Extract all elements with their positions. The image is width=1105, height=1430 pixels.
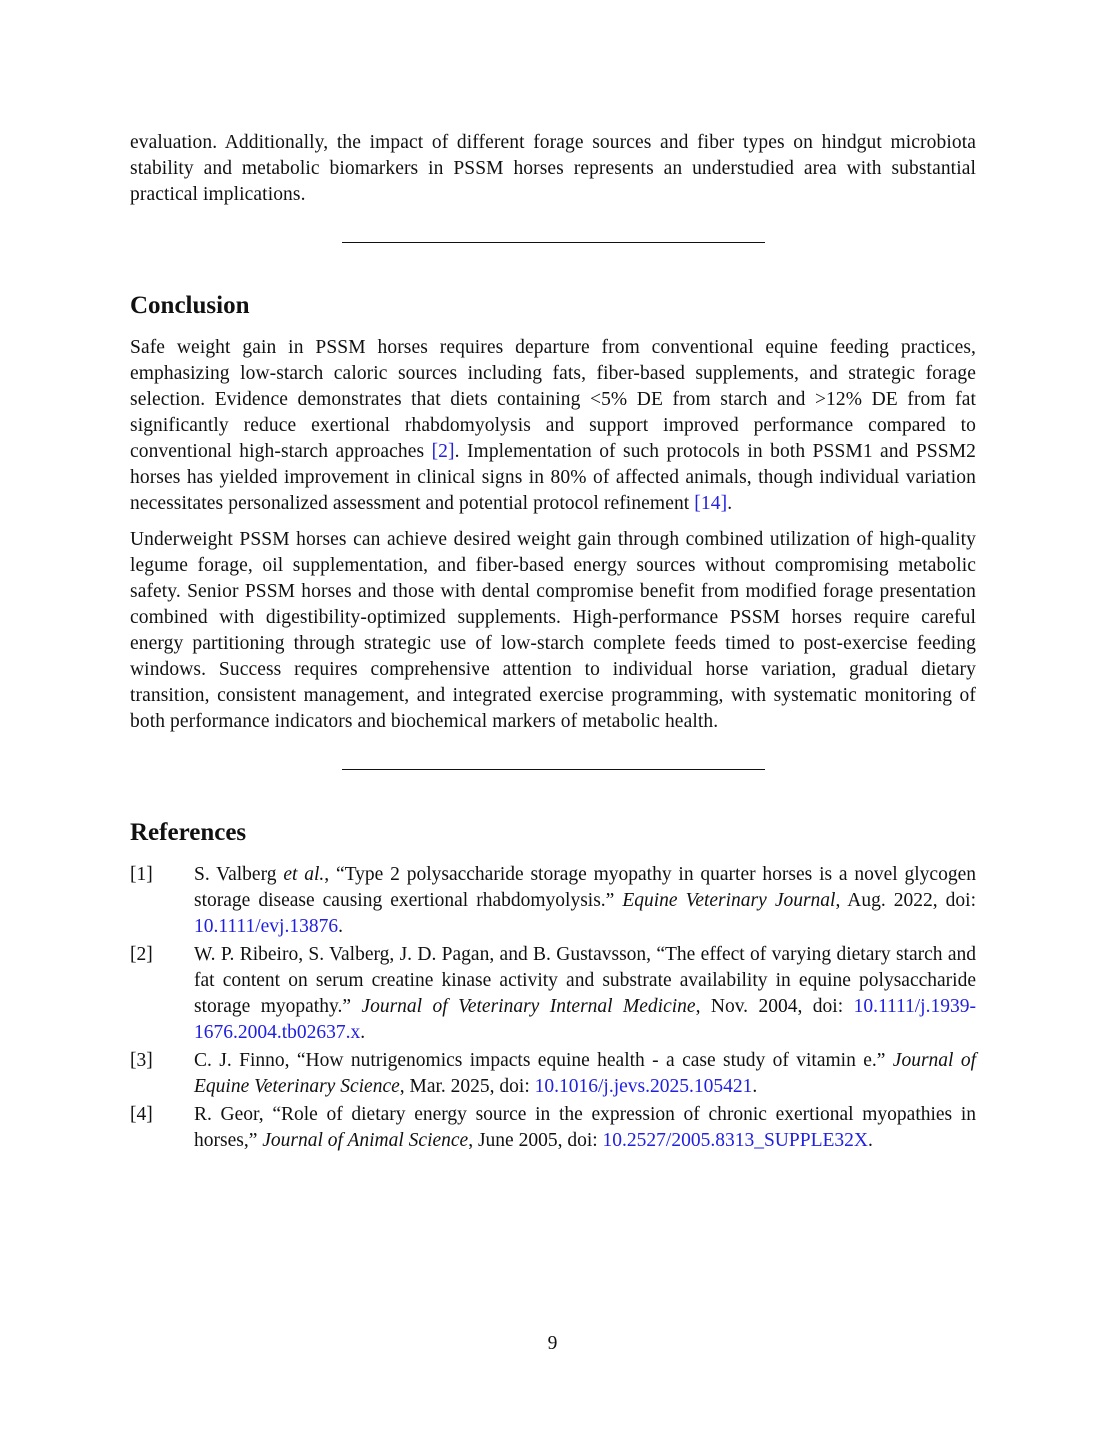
reference-journal: Journal of Animal Science: [262, 1130, 469, 1151]
reference-etal: et al.: [283, 864, 325, 885]
reference-text: [194, 1048, 976, 1100]
reference-text: [194, 862, 976, 940]
reference-item: [130, 1048, 976, 1100]
paragraph-text: . Implementation of such protocols in both PSSM1 and PSSM2 horses has yielded improvement in clinical signs in 80% of affected animals, though individual variation necessitates personalized assessment and potential protocol refinement: [130, 441, 976, 514]
reference-authors: C. J. Finno: [194, 1050, 285, 1071]
conclusion-paragraph-2: Underweight PSSM horses can achieve desired weight gain through combined utilization of high-quality legume forage, oil supplementation, and fiber-based energy sources without compromising metabolic safety. Senior PSSM horses and those with dental compromise benefit from modified forage presentation combined with digestibility-optimized supplements. High-performance PSSM horses require careful energy partitioning through strategic use of low-starch complete feeds timed to post-exercise feeding windows. Success requires comprehensive attention to individual horse variation, gradual dietary transition, consistent management, and integrated exercise programming, with systematic monitoring of both performance indicators and biochemical markers of metabolic health.: [130, 529, 976, 732]
citation-link-2[interactable]: [2]: [431, 441, 455, 462]
reference-date: , Mar. 2025, doi:: [399, 1076, 535, 1097]
document-page: [130, 130, 976, 1156]
reference-text: [194, 1102, 976, 1154]
reference-end: .: [360, 1022, 366, 1043]
doi-link[interactable]: 10.1111/j.1939-1676.2004.tb02637.x: [194, 996, 976, 1043]
doi-link[interactable]: 10.1111/evj.13876: [194, 916, 339, 937]
reference-date: , Nov. 2004, doi:: [695, 996, 854, 1017]
section-divider: [342, 242, 765, 243]
reference-item: [130, 942, 976, 1046]
citation-link-14[interactable]: [14]: [694, 493, 728, 514]
reference-end: .: [338, 916, 343, 937]
reference-authors: W. P. Ribeiro, S. Valberg, J. D. Pagan, and B. Gustavsson: [194, 944, 647, 965]
doi-link[interactable]: 10.1016/j.jevs.2025.105421: [534, 1076, 753, 1097]
references-heading: References: [130, 819, 247, 846]
reference-item: [130, 862, 976, 940]
reference-item: [130, 1102, 976, 1154]
reference-number: [3]: [130, 1050, 153, 1071]
reference-authors: S. Valberg: [194, 864, 284, 885]
intro-paragraph: evaluation. Additionally, the impact of different forage sources and fiber types on hindgut microbiota stability and metabolic biomarkers in PSSM horses represents an understudied area with substantial practical implications.: [130, 132, 976, 205]
reference-title: , “How nutrigenomics impacts equine health - a case study of vitamin e.”: [284, 1050, 893, 1071]
reference-title: , “Type 2 polysaccharide storage myopathy in quarter horses is a novel glycogen storage disease causing exertional rhabdomyolysis.”: [194, 864, 976, 911]
reference-journal: Journal of Veterinary Internal Medicine: [361, 996, 696, 1017]
reference-journal: Equine Veterinary Journal: [622, 890, 836, 911]
conclusion-paragraph-1: [130, 335, 976, 517]
conclusion-heading: Conclusion: [130, 292, 250, 319]
paragraph-text: .: [727, 493, 733, 514]
reference-date: , June 2005, doi:: [468, 1130, 603, 1151]
doi-link[interactable]: 10.2527/2005.8313_SUPPLE32X: [602, 1130, 868, 1151]
reference-date: , Aug. 2022, doi:: [835, 890, 976, 911]
reference-authors: R. Geor: [194, 1104, 259, 1125]
section-divider: [342, 769, 765, 770]
reference-text: [194, 942, 976, 1046]
reference-number: [1]: [130, 864, 153, 885]
reference-number: [2]: [130, 944, 153, 965]
reference-end: .: [868, 1130, 873, 1151]
page-number: 9: [547, 1333, 558, 1354]
reference-list: [130, 862, 976, 1154]
reference-journal: Journal of Equine Veterinary Science: [194, 1050, 977, 1097]
paragraph-text: Safe weight gain in PSSM horses requires departure from conventional equine feeding practices, emphasizing low-starch caloric sources including fats, fiber-based supplements, and strategic forage selection. Evidence demonstrates that diets containing <5% DE from starch and >12% DE from fat significantly reduce exertional rhabdomyolysis and support improved performance compared to conventional high-starch approaches: [130, 337, 976, 462]
reference-title: , “Role of dietary energy source in the expression of chronic exertional myopathies in horses,”: [194, 1104, 976, 1151]
reference-number: [4]: [130, 1104, 153, 1125]
reference-end: .: [752, 1076, 758, 1097]
reference-title: , “The effect of varying dietary starch and fat content on serum creatine kinase activity and substrate availability in equine polysaccharide storage myopathy.”: [194, 944, 976, 1017]
